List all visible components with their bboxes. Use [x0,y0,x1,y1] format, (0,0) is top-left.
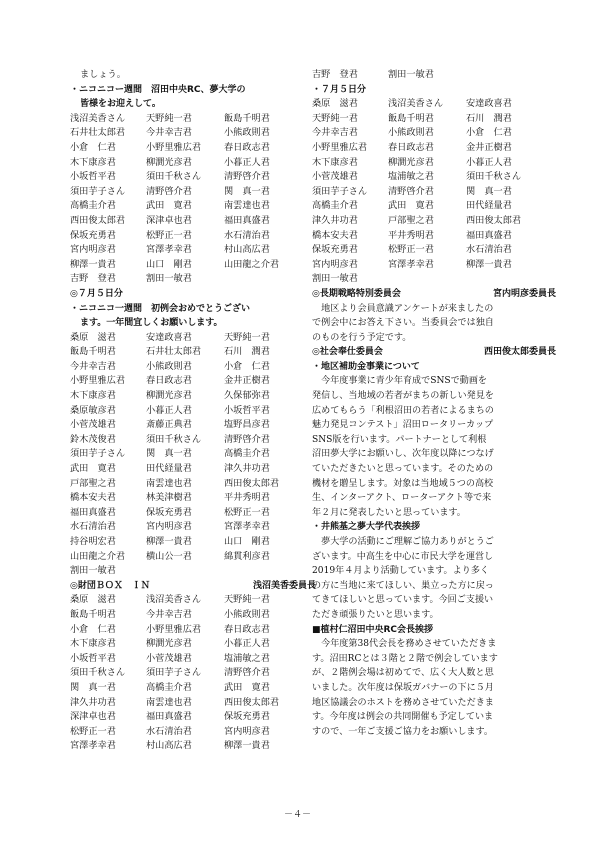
name-row [312,229,556,244]
member-name: 津久井功君 [70,696,116,708]
name-row [70,374,316,389]
section-title: ◎長期戦略特別委員会 [312,288,401,299]
member-name: 石井壮太郎君 [146,346,202,358]
member-name: 小暮正人君 [466,156,512,168]
member-name: 飯島千明君 [70,346,116,358]
paragraph-line: 機材を贈呈します。対象は当地域５つの高校 [312,478,494,489]
name-row [312,243,556,258]
member-name: 橋本安夫君 [70,492,116,504]
member-name: 深津卓也君 [146,214,192,226]
committee-heading [312,287,556,302]
date-heading: ◎７月５日分 [70,288,123,299]
name-row [70,214,316,229]
member-name: 津久井功君 [224,463,270,475]
member-name: 小菅茂雄君 [70,419,116,431]
member-name: 持谷明宏君 [70,536,116,547]
member-name: 天野純一君 [312,112,358,124]
member-name: 小野里雅広君 [70,375,126,387]
member-name: 小坂哲平君 [70,652,116,664]
member-name: 石井壮太郎君 [70,127,126,139]
member-name: 木下康彦君 [70,638,116,650]
paragraph-line: すので、一年ご支援ご協力をお願いします。 [312,726,493,737]
name-row [70,404,316,419]
member-name: 柳澗光彦君 [388,156,434,168]
left-column [70,68,316,754]
member-name: 桑原 滋君 [312,98,358,110]
member-name: 戸部聖之君 [388,214,434,226]
member-name: 関 真一君 [146,448,192,460]
member-name: 小倉 仁君 [466,127,512,139]
member-name: 木下康彦君 [312,156,358,168]
name-row [70,156,316,171]
paragraph-line: 地区協議会のホストを務めさせていただきま [312,697,494,708]
member-name: 南雲達也君 [146,696,192,708]
member-name: 石川 潤君 [224,346,270,358]
member-name: 割田一敏君 [146,273,192,285]
paragraph-line: SNS版を行います。パートナーとして利根 [312,434,487,445]
member-name: 戸部聖之君 [70,477,116,489]
name-row [70,243,316,258]
name-row [70,477,316,492]
member-name: 柳澤一貴君 [466,258,512,270]
member-name: 水石清治君 [70,521,116,533]
paragraph-line: す。今年度は例会の共同開催も予定していま [312,712,494,723]
paragraph-line: 地区より会員意識アンケートが来ましたの [312,303,494,314]
member-name: 綿貫利彦君 [224,550,270,562]
member-name: 須田千秋さん [146,171,202,183]
member-name: 津久井功君 [312,214,358,226]
member-name: 石川 潤君 [466,112,512,124]
member-name: 割田一敏君 [388,69,434,80]
member-name: 関 真一君 [224,185,270,197]
member-name: 柳澗光彦君 [146,638,192,650]
member-name: 塩浦敏之君 [224,652,270,664]
member-name: 春日政志君 [224,623,270,635]
member-name: 小野里雅広君 [312,141,368,153]
member-name: 柳澤一貴君 [224,740,270,752]
member-name: 清野啓介君 [224,171,270,183]
committee-heading [312,345,556,360]
foundation-box-heading [70,579,316,594]
member-name: 金井正樹君 [224,375,270,387]
name-row [70,331,316,346]
member-name: 今井幸吉君 [70,360,116,372]
member-name: 小坂哲平君 [224,404,270,416]
member-name: 須田芋子さん [70,185,126,197]
member-name: 山田龍之介君 [70,550,126,562]
member-name: 斎藤正典君 [146,419,192,431]
member-name: 南雲達也君 [146,477,192,489]
member-name: 小菅茂雄君 [146,652,192,664]
member-name: 高橋圭介君 [224,448,270,460]
member-name: 保坂充勇君 [70,229,116,241]
paragraph-line: の方に当地に来てほしい、巣立った方に戻っ [312,580,494,591]
paragraph-line: 発信し、当地域の若者がまちの新しい発見を [312,391,494,402]
member-name [224,564,314,579]
paragraph-line: 魅力発見コンテスト」沼田ロータリーカップ [312,420,494,431]
member-name: 須田芋子さん [70,448,126,460]
name-row [70,112,316,127]
name-row [70,666,316,681]
name-row [312,170,556,185]
member-name: 小野里雅広君 [146,623,202,635]
member-name: 宮澤孝幸君 [146,244,192,256]
member-name: 小熊政則君 [146,360,192,372]
section-title: ◎社会奉仕委員会 [312,347,383,358]
member-name: 武田 寛君 [224,681,270,693]
paragraph-line: 生、インターアクト、ローターアクト等で来 [312,493,492,504]
member-name: 天野純一君 [146,112,192,124]
name-row [312,141,556,156]
name-row [312,97,556,112]
member-name: 保坂充勇君 [146,506,192,518]
member-name: 割田一敏君 [70,565,116,577]
intro-tail: ましょう。 [80,69,126,80]
name-row [70,564,316,579]
name-row [70,652,316,667]
member-name: 高橋圭介君 [70,200,116,212]
name-row [312,272,556,287]
member-name: 桑原敏彦君 [70,404,116,416]
paragraph-line: 今年度事業に青少年育成でSNSで動画を [312,376,488,387]
member-name: 小野里雅広君 [146,141,202,153]
member-name: 飯島千明君 [388,112,434,124]
name-row [70,491,316,506]
member-name: 横山公一君 [146,550,192,562]
member-name: 山口 剛君 [146,258,192,270]
member-name: 須田千秋さん [70,667,126,679]
member-name: 関 真一君 [466,185,512,197]
member-name: 鈴木茂俊君 [70,433,116,445]
member-name: 宮澤孝幸君 [224,521,270,533]
member-name: 今井幸吉君 [146,608,192,620]
member-name: 久保郁弥君 [224,390,270,402]
member-name: 松野正一君 [388,244,434,256]
member-name: 村山高広君 [146,740,192,752]
member-name: 林美津樹君 [146,492,192,504]
name-row [70,681,316,696]
member-name: 須田千秋さん [146,433,202,445]
member-name: 宮内明彦君 [70,244,116,256]
name-row [70,418,316,433]
member-name: 宮内明彦君 [312,258,358,270]
paragraph-line: が、２階例会場は初めてで、広く大人数と思 [312,668,494,679]
right-column [312,68,556,739]
member-name: 清野啓介君 [224,667,270,679]
chair-name: 西田俊太郎委員長 [483,347,556,358]
paragraph-line: ていただきたいと思っています。そのための [312,464,494,475]
member-name: 武田 寛君 [146,200,192,212]
member-name: 浅沼美香さん [146,594,202,606]
name-row [70,593,316,608]
member-name: 柳澤一貴君 [70,258,116,270]
name-row [312,214,556,229]
member-name: 安達政喜君 [146,331,192,343]
member-name: 清野啓介君 [224,433,270,445]
name-row [312,156,556,171]
chair-name: 宮内明彦委員長 [492,288,556,299]
member-name: 福田真盛君 [70,506,116,518]
member-name: 柳澗光彦君 [146,156,192,168]
paragraph-line: す。沼田RCとは３階と２階で例会しています [312,653,498,664]
name-row [70,725,316,740]
member-name: 小熊政則君 [224,127,270,139]
member-name: 浅沼美香さん [388,98,444,110]
name-row [312,185,556,200]
member-name: 柳澤一貴君 [146,536,192,547]
name-row [70,462,316,477]
member-name: 清野啓介君 [146,185,192,197]
member-name: 松野正一君 [146,229,192,241]
member-name: 福田真盛君 [466,229,512,241]
member-name: 小坂哲平君 [70,171,116,183]
member-name: 平井秀明君 [224,492,270,504]
name-row [70,447,316,462]
member-name: 高橋圭介君 [146,681,192,693]
member-name: 西田俊太郎君 [224,477,280,489]
name-row [70,170,316,185]
name-row [70,126,316,141]
member-name: 塩野昌彦君 [224,419,270,431]
member-name: 安達政喜君 [466,98,512,110]
member-name: 深津卓也君 [70,711,116,723]
member-name [388,272,466,287]
name-row [70,141,316,156]
member-name: 松野正一君 [224,506,270,518]
member-name: 田代経量君 [466,200,512,212]
member-name: 福田真盛君 [224,214,270,226]
member-name: 小倉 仁君 [70,141,116,153]
member-name: 南雲達也君 [224,200,270,212]
member-name: 春日政志君 [224,141,270,153]
member-name [466,68,556,83]
member-name: 西田俊太郎君 [70,214,126,226]
member-name: 水石清治君 [224,229,270,241]
member-name: 塩浦敏之君 [388,171,434,183]
member-name: 水石清治君 [466,244,512,256]
subheading: ・井熊基之夢大学代表挨拶 [312,522,421,533]
paragraph-line: 年２月に発表したいと思っています。 [312,507,466,518]
subheading: ■植村仁沼田中央RC会長挨拶 [312,624,434,635]
member-name: 松野正一君 [70,725,116,737]
member-name: 小倉 仁君 [70,623,116,635]
member-name: 小暮正人君 [146,404,192,416]
date-heading: ・７月５日分 [312,84,367,95]
name-row [70,623,316,638]
member-name: 水石清治君 [146,725,192,737]
member-name: 山口 剛君 [224,536,270,547]
member-name: 木下康彦君 [70,156,116,168]
member-name: 飯島千明君 [224,112,270,124]
paragraph-line: 今年度第38代会長を務めさせていただきま [312,639,497,650]
paragraph-line: 夢大学の活動にご理解ご協力ありがとうご [312,537,494,547]
name-row [70,272,316,287]
member-name: 桑原 滋君 [70,594,116,606]
name-row [70,360,316,375]
page-number: －４－ [283,810,311,820]
member-name: 須田芋子さん [312,185,368,197]
section-title: ・ニコニコ一週間 初例会おめでとうござい [70,303,251,314]
name-row [70,520,316,535]
name-row [312,199,556,214]
member-name: 宮内明彦君 [224,725,270,737]
name-row [312,112,556,127]
member-name: 宮内明彦君 [146,521,192,533]
name-row [70,185,316,200]
member-name: 村山高広君 [224,244,270,256]
paragraph-line: 沼田夢大学にお願いし、次年度以降につなげ [312,449,494,460]
member-name [224,272,314,287]
name-row [312,126,556,141]
member-name [466,272,556,287]
member-name: 武田 寛君 [70,463,116,475]
member-name: 西田俊太郎君 [224,696,280,708]
member-name: 天野純一君 [224,594,270,606]
member-name [146,564,224,579]
member-name: 柳澗光彦君 [146,390,192,402]
paragraph-line: のものを行う予定です。 [312,332,412,343]
member-name: 山田龍之介君 [224,258,280,270]
name-row [312,68,556,83]
member-name: 小熊政則君 [224,608,270,620]
member-name: 小菅茂雄君 [312,171,358,183]
member-name: 須田芋子さん [146,667,202,679]
member-name: 西田俊太郎君 [466,214,522,226]
member-name: 田代経量君 [146,463,192,475]
member-name: 吉野 登君 [312,69,358,80]
paragraph-line: てきてほしいと思っています。今回ご支援い [312,595,494,606]
member-name: 春日政志君 [388,141,434,153]
name-row [70,637,316,652]
paragraph-line: 広めてもらう「利根沼田の若者によるまちの [312,405,494,416]
paragraph-line: で例会中にお答え下さい。当委員会では独自 [312,318,494,329]
name-row [70,506,316,521]
member-name: 保坂充勇君 [224,711,270,723]
member-name: 平井秀明君 [388,229,434,241]
member-name: 小倉 仁君 [224,360,270,372]
member-name: 小熊政則君 [388,127,434,139]
member-name: 福田真盛君 [146,711,192,723]
member-name: 天野純一君 [224,331,270,343]
member-name: 木下康彦君 [70,390,116,402]
name-row [312,258,556,273]
paragraph-line: 2019年４月より活動しています。より多く [312,566,490,577]
section-title: ・ニコニコー週間 沼田中央RC、夢大学の [70,84,246,95]
member-name: 今井幸吉君 [146,127,192,139]
member-name: 金井正樹君 [466,141,512,153]
member-name: 関 真一君 [70,681,116,693]
member-name: 武田 寛君 [388,200,434,212]
member-name: 宮澤孝幸君 [70,740,116,752]
name-row [70,608,316,623]
section-title: 皆様をお迎えして。 [80,99,161,110]
subheading: ・地区補助金事業について [312,361,420,372]
member-name: 割田一敏君 [312,273,358,285]
member-name: 橋本安夫君 [312,229,358,241]
name-row [70,199,316,214]
chair-name: 浅沼美香委員長 [252,580,316,591]
member-name: 高橋圭介君 [312,200,358,212]
member-name: 浅沼美香さん [70,112,126,124]
member-name: 桑原 滋君 [70,331,116,343]
member-name: 小暮正人君 [224,156,270,168]
section-title: ます。一年間宜しくお願いします。 [80,318,223,329]
name-row [70,258,316,273]
member-name: 小暮正人君 [224,638,270,650]
name-row [70,389,316,404]
member-name: 今井幸吉君 [312,127,358,139]
member-name: 春日政志君 [146,375,192,387]
section-title: ◎財団ＢＯＸ ＩＮ [70,580,150,591]
member-name: 清野啓介君 [388,185,434,197]
member-name: 須田千秋さん [466,171,522,183]
member-name: 宮澤孝幸君 [388,258,434,270]
name-row [70,696,316,711]
name-row [70,345,316,360]
member-name: 飯島千明君 [70,608,116,620]
name-row [70,710,316,725]
paragraph-line: ざいます。中高生を中心に市民大学を運営し [312,551,494,562]
name-row [70,535,316,550]
name-row [70,550,316,565]
paragraph-line: いました。次年度は保坂ガバナーの下に５月 [312,682,494,693]
member-name: 保坂充勇君 [312,244,358,256]
name-row [70,229,316,244]
paragraph-line: ただき頑張りたいと思います。 [312,609,439,620]
name-row [70,433,316,448]
member-name: 吉野 登君 [70,273,116,285]
name-row [70,739,316,754]
